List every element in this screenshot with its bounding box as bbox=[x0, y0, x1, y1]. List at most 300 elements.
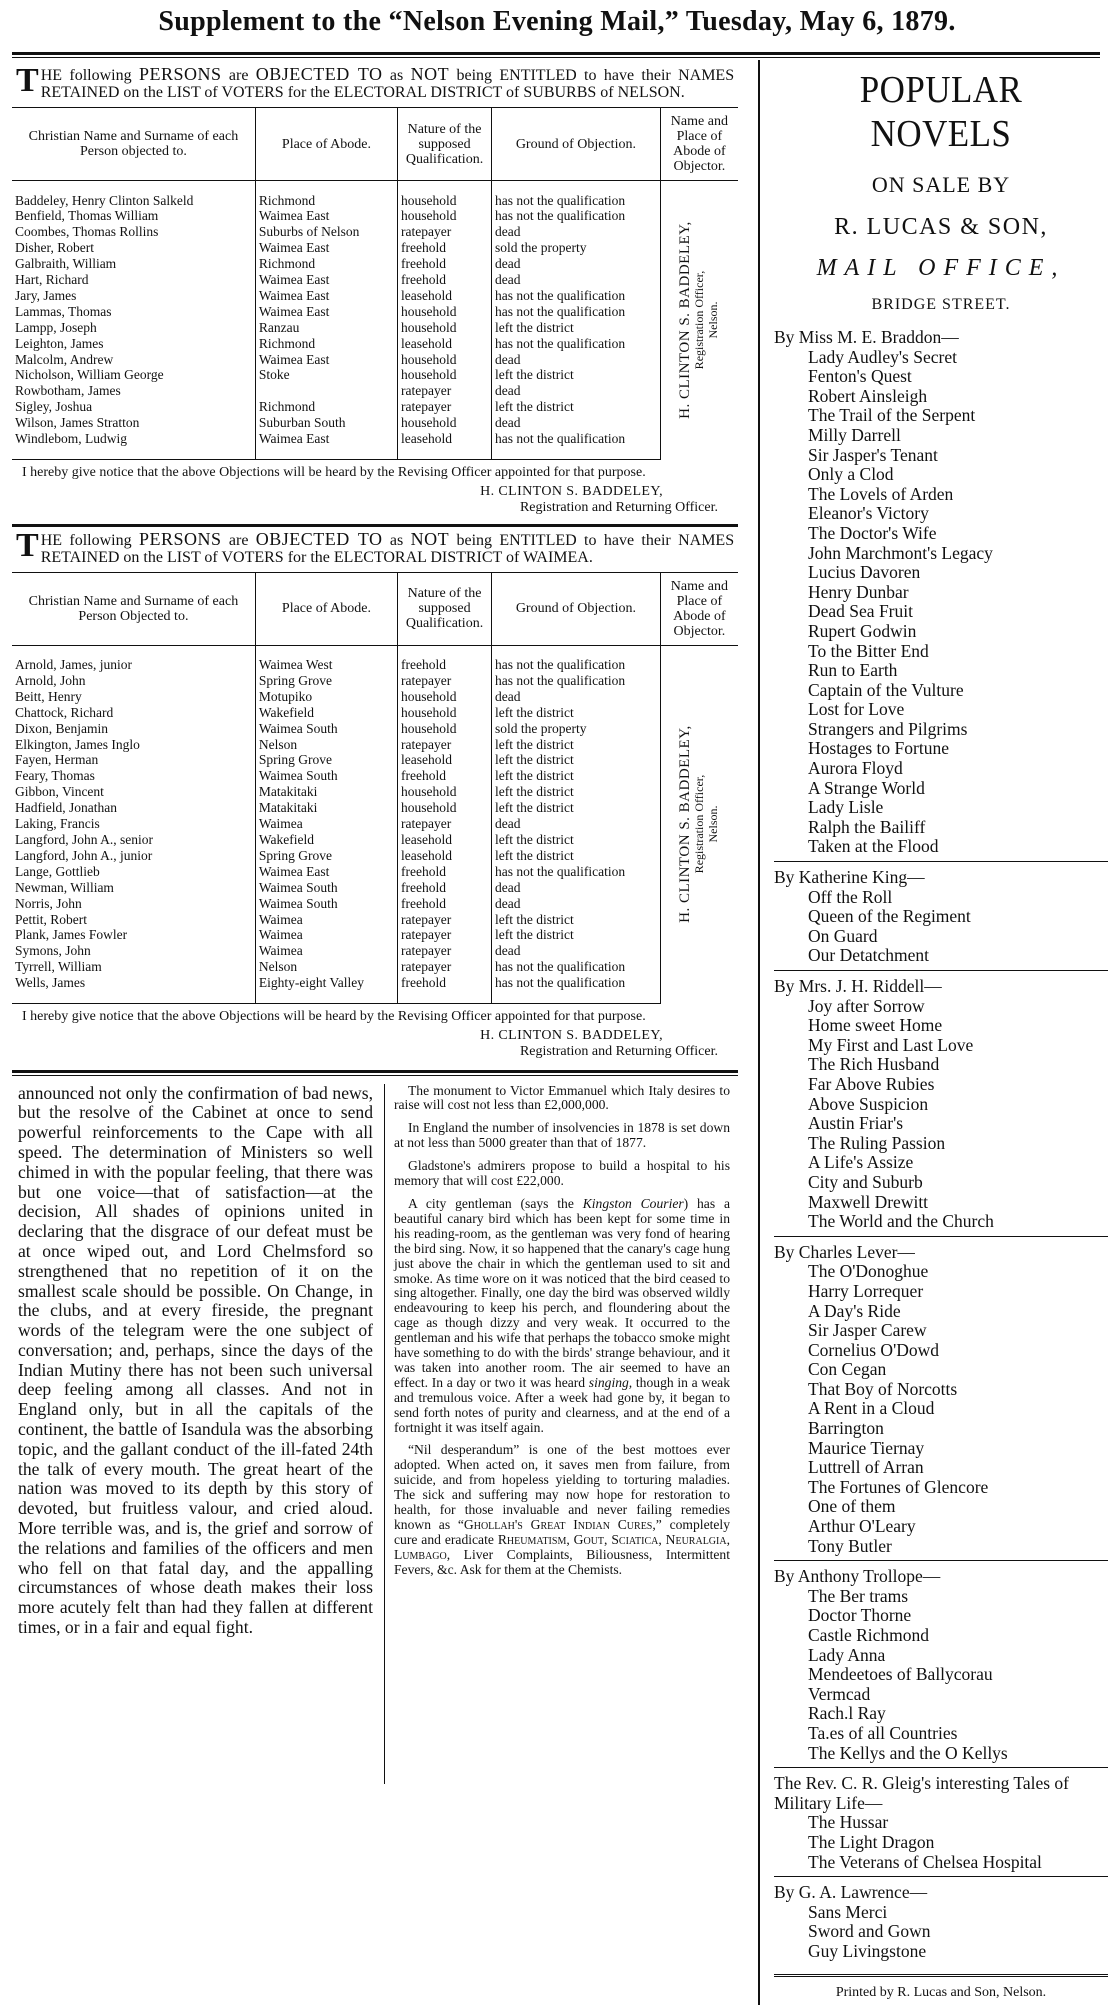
objector-title: Registration Officer, bbox=[692, 270, 707, 370]
col-header-abode: Place of Abode. bbox=[255, 572, 397, 645]
novel-title: Ralph the Bailiff bbox=[808, 816, 926, 837]
novel-title: The Hussar bbox=[808, 1812, 889, 1833]
table-row bbox=[12, 288, 738, 304]
news-item-monument: The monument to Victor Emmanuel which Italy desires to raise will cost not less than £2,000,000. bbox=[394, 1082, 730, 1113]
novel-title: Lucius Davoren bbox=[808, 562, 921, 583]
novel-title: The Trail of the Serpent bbox=[808, 405, 976, 426]
table-row bbox=[12, 880, 738, 896]
title-list bbox=[774, 888, 1108, 966]
novel-title: Sans Merci bbox=[808, 1901, 888, 1922]
novel-title: Run to Earth bbox=[808, 660, 898, 681]
novel-title: On Guard bbox=[808, 925, 878, 946]
ground-of-objection: has not the qualification bbox=[492, 304, 661, 320]
novel-title: Con Cegan bbox=[808, 1359, 887, 1380]
table-row bbox=[12, 737, 738, 753]
author-block bbox=[774, 1236, 1108, 1557]
place-of-abode: Waimea South bbox=[255, 721, 397, 737]
news-paragraphs bbox=[394, 1084, 730, 1586]
place-of-abode: Stoke bbox=[255, 367, 397, 383]
place-of-abode: Motupiko bbox=[255, 689, 397, 705]
ground-of-objection: dead bbox=[492, 415, 661, 431]
voters-table bbox=[12, 107, 738, 460]
table-row bbox=[12, 912, 738, 928]
novel-title: The Lovels of Arden bbox=[808, 483, 954, 504]
place-of-abode: Suburbs of Nelson bbox=[255, 224, 397, 240]
place-of-abode: Waimea East bbox=[255, 304, 397, 320]
signer-name: H. CLINTON S. BADDELEY, bbox=[480, 1027, 663, 1043]
qualification: household bbox=[397, 367, 491, 383]
novel-title: Taken at the Flood bbox=[808, 836, 939, 857]
table-row bbox=[12, 832, 738, 848]
table-row bbox=[12, 943, 738, 959]
notice-lead: THE following PERSONS are OBJECTED TO as NOT being ENTITLED to have their NAMES RETAINED on the LIST of VOTERS for the ELECTORAL DISTRICT of SUBURBS of NELSON. bbox=[16, 62, 735, 101]
voter-name: Rowbotham, James bbox=[15, 383, 121, 399]
voter-name: Baddeley, Henry Clinton Salkeld bbox=[15, 192, 194, 208]
qualification: freehold bbox=[397, 256, 491, 272]
ground-of-objection: has not the qualification bbox=[492, 336, 661, 352]
ground-of-objection: dead bbox=[492, 352, 661, 368]
novel-title: Vermcad bbox=[808, 1683, 871, 1704]
ground-of-objection: left the district bbox=[492, 784, 661, 800]
voter-name: Gibbon, Vincent bbox=[15, 784, 104, 800]
novel-title: The Kellys and the O Kellys bbox=[808, 1742, 1008, 1763]
ground-of-objection: has not the qualification bbox=[492, 657, 661, 673]
voter-name: Galbraith, William bbox=[15, 256, 117, 272]
novel-title: Above Suspicion bbox=[808, 1093, 929, 1114]
novel-title: Our Detatchment bbox=[808, 945, 929, 966]
qualification: ratepayer bbox=[397, 927, 491, 943]
ad-street: BRIDGE STREET. bbox=[871, 296, 1011, 313]
novel-title: Eleanor's Victory bbox=[808, 503, 929, 524]
news-item-insolvencies: In England the number of insolvencies in 1878 is set down at not less than 5000 greater than that of 1877. bbox=[394, 1120, 730, 1151]
novel-title: Tony Butler bbox=[808, 1535, 892, 1556]
qualification: ratepayer bbox=[397, 673, 491, 689]
qualification: freehold bbox=[397, 240, 491, 256]
novel-title: The World and the Church bbox=[808, 1211, 994, 1232]
ground-of-objection: dead bbox=[492, 816, 661, 832]
ground-of-objection: has not the qualification bbox=[492, 288, 661, 304]
objector-place: Nelson. bbox=[706, 301, 721, 339]
ground-of-objection: dead bbox=[492, 689, 661, 705]
ground-of-objection: left the district bbox=[492, 927, 661, 943]
place-of-abode: Wakefield bbox=[255, 832, 397, 848]
signature-block bbox=[12, 1028, 738, 1060]
ground-of-objection: dead bbox=[492, 256, 661, 272]
place-of-abode: Waimea East bbox=[255, 208, 397, 224]
table-row bbox=[12, 224, 738, 240]
novel-title: Lady Anna bbox=[808, 1644, 886, 1665]
ground-of-objection: left the district bbox=[492, 832, 661, 848]
novel-title: Lost for Love bbox=[808, 699, 905, 720]
novel-title: Guy Livingstone bbox=[808, 1940, 927, 1961]
col-header-objector: Name and Place of Abode of Objector. bbox=[660, 108, 738, 181]
qualification: ratepayer bbox=[397, 399, 491, 415]
novel-title: Sir Jasper Carew bbox=[808, 1320, 927, 1341]
voter-name: Fayen, Herman bbox=[15, 752, 99, 768]
novel-title: Sword and Gown bbox=[808, 1921, 931, 1942]
qualification: freehold bbox=[397, 768, 491, 784]
place-of-abode: Waimea East bbox=[255, 352, 397, 368]
novel-title: Milly Darrell bbox=[808, 424, 901, 445]
novel-title: Lady Audley's Secret bbox=[808, 346, 957, 367]
author-block bbox=[774, 861, 1108, 966]
table-row bbox=[12, 689, 738, 705]
novel-title: The Fortunes of Glencore bbox=[808, 1476, 989, 1497]
author-block bbox=[774, 1767, 1108, 1872]
ground-of-objection: sold the property bbox=[492, 240, 661, 256]
voter-name: Lampp, Joseph bbox=[15, 319, 97, 335]
title-list bbox=[774, 1813, 1108, 1872]
novel-title: The Veterans of Chelsea Hospital bbox=[808, 1851, 1042, 1872]
author-block bbox=[774, 328, 1108, 857]
notice-waimea bbox=[12, 527, 738, 1060]
qualification: ratepayer bbox=[397, 383, 491, 399]
novel-title: Rach.l Ray bbox=[808, 1703, 886, 1724]
place-of-abode: Eighty-eight Valley bbox=[255, 975, 397, 991]
author-name: By Anthony Trollope— bbox=[774, 1566, 941, 1587]
qualification: household bbox=[397, 689, 491, 705]
voter-name: Disher, Robert bbox=[15, 240, 94, 256]
ground-of-objection: has not the qualification bbox=[492, 431, 661, 447]
novel-title: Dead Sea Fruit bbox=[808, 601, 913, 622]
section-rule-thin bbox=[12, 1075, 738, 1076]
column-divider bbox=[384, 1084, 385, 1784]
ground-of-objection: left the district bbox=[492, 705, 661, 721]
ground-of-objection: left the district bbox=[492, 800, 661, 816]
news-item-canary: A city gentleman (says the Kingston Courier) has a beautiful canary bird which has been kept for some time in his reading-room, as the gentleman was very fond of hearing the bird sing. Now, it so happened that the canary's cage hung just above the chair in which the gentleman used to sit and smoke. As time wore on it was noticed that the bird ceased to sing altogether. Finally, one day the bird was observed wildly endeavouring to keep his perch, and floundering about the cage as though dizzy and very weak. It occurred to the gentleman and his wife that perhaps the tobacco smoke might have something to do with the birds' strange behaviour, and it was taken into another room. The air seemed to have an effect. In a day or two it was heard singing, though in a weak and tremulous voice. After a week had gone by, it began to send forth notes of purity and clearness, and at the end of a fortnight it was itself again. bbox=[394, 1195, 730, 1435]
table-row bbox=[12, 800, 738, 816]
novel-title: Rupert Godwin bbox=[808, 620, 917, 641]
objector-name: H. CLINTON S. BADDELEY, bbox=[677, 221, 694, 419]
notice-lead: THE following PERSONS are OBJECTED TO as NOT being ENTITLED to have their NAMES RETAINED on the LIST of VOTERS for the ELECTORAL DISTRICT of WAIMEA. bbox=[16, 526, 735, 566]
qualification: household bbox=[397, 415, 491, 431]
table-row bbox=[12, 399, 738, 415]
qualification: household bbox=[397, 208, 491, 224]
table-row bbox=[12, 208, 738, 224]
voter-name: Nicholson, William George bbox=[15, 367, 164, 383]
author-name: By G. A. Lawrence— bbox=[774, 1882, 928, 1903]
novel-title: Fenton's Quest bbox=[808, 366, 912, 387]
news-item-ghollah-advert: “Nil desperandum” is one of the best mottoes ever adopted. When acted on, it saves men from failure, from suicide, and from hopeless yielding to torturing maladies. The sick and suffering may now hope for restoration to health, for those invaluable and never failing remedies known as “Ghollah's Great Indian Cures,” completely cure and eradicate Rheumatism, Gout, Sciatica, Neuralgia, Lumbago, Liver Complaints, Biliousness, Intermittent Fevers, &c. Ask for them at the Chemists. bbox=[394, 1442, 730, 1577]
voter-name: Sigley, Joshua bbox=[15, 399, 93, 415]
table-header-row bbox=[12, 572, 738, 645]
table-row bbox=[12, 304, 738, 320]
novel-title: Arthur O'Leary bbox=[808, 1516, 916, 1537]
voter-name: Wilson, James Stratton bbox=[15, 415, 140, 431]
novel-title: Queen of the Regiment bbox=[808, 906, 971, 927]
masthead-rule-thin bbox=[12, 57, 1100, 58]
page-column-divider bbox=[758, 60, 760, 2005]
novel-title: The Ruling Passion bbox=[808, 1132, 946, 1153]
voters-table bbox=[12, 572, 738, 1004]
col-header-abode: Place of Abode. bbox=[255, 108, 397, 181]
author-block bbox=[774, 1876, 1108, 1961]
novel-title: City and Suburb bbox=[808, 1171, 923, 1192]
voter-name: Langford, John A., junior bbox=[15, 847, 153, 863]
qualification: household bbox=[397, 721, 491, 737]
objector-title: Registration Officer, bbox=[692, 774, 707, 874]
qualification: ratepayer bbox=[397, 959, 491, 975]
table-row bbox=[12, 367, 738, 383]
voter-name: Newman, William bbox=[15, 879, 114, 895]
notice-suburbs-of-nelson bbox=[12, 62, 738, 516]
novel-title: To the Bitter End bbox=[808, 640, 929, 661]
title-list bbox=[774, 1903, 1108, 1962]
novel-title: Strangers and Pilgrims bbox=[808, 718, 968, 739]
place-of-abode: Waimea bbox=[255, 927, 397, 943]
author-name: By Charles Lever— bbox=[774, 1241, 915, 1262]
table-row bbox=[12, 752, 738, 768]
qualification: freehold bbox=[397, 657, 491, 673]
place-of-abode: Nelson bbox=[255, 959, 397, 975]
hearing-notice: I hereby give notice that the above Objections will be heard by the Revising Officer appointed for that purpose. bbox=[22, 1008, 646, 1024]
table-row bbox=[12, 959, 738, 975]
voter-name: Norris, John bbox=[15, 895, 82, 911]
title-list bbox=[774, 1587, 1108, 1763]
place-of-abode: Waimea East bbox=[255, 864, 397, 880]
ground-of-objection: has not the qualification bbox=[492, 208, 661, 224]
author-block bbox=[774, 970, 1108, 1232]
ground-of-objection: has not the qualification bbox=[492, 864, 661, 880]
voter-name: Wells, James bbox=[15, 975, 86, 991]
place-of-abode: Wakefield bbox=[255, 705, 397, 721]
novel-title: Hostages to Fortune bbox=[808, 738, 949, 759]
voter-name: Benfield, Thomas William bbox=[15, 208, 159, 224]
hearing-notice: I hereby give notice that the above Objections will be heard by the Revising Officer appointed for that purpose. bbox=[22, 464, 646, 480]
table-row bbox=[12, 415, 738, 431]
table-row bbox=[12, 657, 738, 673]
qualification: household bbox=[397, 352, 491, 368]
voter-name: Pettit, Robert bbox=[15, 911, 87, 927]
voter-name: Coombes, Thomas Rollins bbox=[15, 224, 159, 240]
novel-title: Harry Lorrequer bbox=[808, 1280, 924, 1301]
qualification: leasehold bbox=[397, 288, 491, 304]
masthead-rule bbox=[12, 52, 1100, 55]
masthead: Supplement to the “Nelson Evening Mail,” Tuesday, May 6, 1879. bbox=[158, 6, 956, 37]
table-row bbox=[12, 240, 738, 256]
title-list bbox=[774, 348, 1108, 857]
qualification: ratepayer bbox=[397, 943, 491, 959]
novel-title: Barrington bbox=[808, 1418, 884, 1439]
qualification: household bbox=[397, 320, 491, 336]
qualification: ratepayer bbox=[397, 816, 491, 832]
qualification: freehold bbox=[397, 272, 491, 288]
novel-title: Lady Lisle bbox=[808, 797, 884, 818]
signer-title: Registration and Returning Officer. bbox=[519, 1043, 718, 1059]
col-header-name: Christian Name and Surname of each Person Objected to. bbox=[12, 572, 255, 645]
novel-title: Home sweet Home bbox=[808, 1015, 943, 1036]
news-columns bbox=[12, 1084, 738, 1794]
ground-of-objection: dead bbox=[492, 896, 661, 912]
qualification: leasehold bbox=[397, 752, 491, 768]
novel-title: Far Above Rubies bbox=[808, 1073, 935, 1094]
voter-name: Dixon, Benjamin bbox=[15, 720, 108, 736]
news-item-hospital: Gladstone's admirers propose to build a hospital to his memory that will cost £22,000. bbox=[394, 1158, 730, 1189]
signer-name: H. CLINTON S. BADDELEY, bbox=[480, 483, 663, 499]
printer-credit: Printed by R. Lucas and Son, Nelson. bbox=[774, 1974, 1108, 2001]
table-row bbox=[12, 336, 738, 352]
table-row bbox=[12, 673, 738, 689]
novel-title: Robert Ainsleigh bbox=[808, 385, 928, 406]
qualification: leasehold bbox=[397, 832, 491, 848]
col-header-ground: Ground of Objection. bbox=[492, 572, 661, 645]
table-row bbox=[12, 705, 738, 721]
table-row bbox=[12, 975, 738, 991]
place-of-abode: Richmond bbox=[255, 336, 397, 352]
objector-place: Nelson. bbox=[706, 805, 721, 843]
news-article-isandula: announced not only the confirmation of bad news, but the resolve of the Cabinet at once to send powerful reinforcements to the Cape with all speed. The determination of Ministers so well chimed in with the popular feeling, that there was but one voice—that of satisfaction—at the decision, All shades of opinions united in declaring that the disgrace of our defeat must be at once wiped out, and Lord Chelmsford so strengthened that no repetition of it on the smallest scale should be possible. On Change, in the clubs, and at every fireside, the pregnant words of the telegram were the one subject of conversation; and, perhaps, since the days of the Indian Mutiny there has not been such universal deep feeling among all classes. And not in England only, but in all the capitals of the continent, the battle of Isandula was the absorbing topic, and the gallant conduct of the ill-fated 24th the talk of every mouth. The great heart of the nation was moved to its depth by this story of devoted, but fruitless valour, and cried aloud. More terrible was, and is, the grief and sorrow of the relations and families of the officers and men who fell on that fatal day, and the appalling circumstances of whose death makes their loss more acutely felt than had they fallen at different times, or in a fair and equal fight. bbox=[18, 1082, 373, 1638]
novel-title: Cornelius O'Dowd bbox=[808, 1339, 939, 1360]
novel-title: Austin Friar's bbox=[808, 1113, 904, 1134]
voter-name: Hart, Richard bbox=[15, 272, 89, 288]
ground-of-objection: left the district bbox=[492, 399, 661, 415]
novel-title: The Ber trams bbox=[808, 1585, 909, 1606]
qualification: ratepayer bbox=[397, 912, 491, 928]
place-of-abode: Waimea bbox=[255, 943, 397, 959]
table-row bbox=[12, 256, 738, 272]
place-of-abode: Spring Grove bbox=[255, 673, 397, 689]
place-of-abode bbox=[255, 383, 397, 399]
ground-of-objection: left the district bbox=[492, 367, 661, 383]
voter-name: Lammas, Thomas bbox=[15, 303, 112, 319]
ground-of-objection: dead bbox=[492, 943, 661, 959]
ground-of-objection: dead bbox=[492, 880, 661, 896]
qualification: ratepayer bbox=[397, 224, 491, 240]
voter-name: Plank, James Fowler bbox=[15, 927, 128, 943]
place-of-abode: Richmond bbox=[255, 193, 397, 209]
table-row bbox=[12, 383, 738, 399]
ground-of-objection: dead bbox=[492, 383, 661, 399]
novel-title: The Doctor's Wife bbox=[808, 522, 937, 543]
col-header-objector: Name and Place of Abode of Objector. bbox=[660, 572, 738, 645]
place-of-abode: Waimea West bbox=[255, 657, 397, 673]
voter-name: Elkington, James Inglo bbox=[15, 736, 140, 752]
novel-title: Ta.es of all Countries bbox=[808, 1722, 958, 1743]
novel-title: Joy after Sorrow bbox=[808, 995, 925, 1016]
ad-publisher: R. LUCAS & SON, bbox=[834, 214, 1048, 240]
voter-name: Hadfield, Jonathan bbox=[15, 800, 117, 816]
title-list bbox=[774, 997, 1108, 1232]
novel-title: My First and Last Love bbox=[808, 1034, 974, 1055]
voter-name: Jary, James bbox=[15, 287, 77, 303]
place-of-abode: Suburban South bbox=[255, 415, 397, 431]
ground-of-objection: left the district bbox=[492, 848, 661, 864]
voter-name: Feary, Thomas bbox=[15, 768, 95, 784]
novel-title: Aurora Floyd bbox=[808, 758, 903, 779]
voter-name: Leighton, James bbox=[15, 335, 104, 351]
novels-advertisement bbox=[774, 62, 1108, 2001]
novel-title: Off the Roll bbox=[808, 886, 893, 907]
voter-name: Windlebom, Ludwig bbox=[15, 431, 127, 447]
left-column bbox=[12, 62, 738, 1794]
novel-title: A Life's Assize bbox=[808, 1152, 914, 1173]
novel-title: Captain of the Vulture bbox=[808, 679, 964, 700]
table-row bbox=[12, 721, 738, 737]
voter-name: Langford, John A., senior bbox=[15, 831, 153, 847]
place-of-abode: Waimea South bbox=[255, 768, 397, 784]
voter-name: Malcolm, Andrew bbox=[15, 351, 114, 367]
author-name: By Mrs. J. H. Riddell— bbox=[774, 976, 942, 996]
col-header-qualification: Nature of the supposed Qualification. bbox=[397, 108, 491, 181]
ground-of-objection: has not the qualification bbox=[492, 193, 661, 209]
author-name: The Rev. C. R. Gleig's interesting Tales of Military Life— bbox=[774, 1773, 1070, 1813]
place-of-abode: Waimea South bbox=[255, 896, 397, 912]
qualification: ratepayer bbox=[397, 737, 491, 753]
table-row bbox=[12, 927, 738, 943]
place-of-abode: Spring Grove bbox=[255, 848, 397, 864]
author-name: By Miss M. E. Braddon— bbox=[774, 327, 959, 347]
novel-title: A Rent in a Cloud bbox=[808, 1398, 935, 1419]
table-row bbox=[12, 784, 738, 800]
title-list bbox=[774, 1262, 1108, 1556]
voter-name: Laking, Francis bbox=[15, 816, 100, 832]
qualification: leasehold bbox=[397, 848, 491, 864]
place-of-abode: Ranzau bbox=[255, 320, 397, 336]
signature-block bbox=[12, 484, 738, 516]
place-of-abode: Waimea East bbox=[255, 240, 397, 256]
novel-title: One of them bbox=[808, 1496, 896, 1517]
ground-of-objection: left the district bbox=[492, 320, 661, 336]
place-of-abode: Richmond bbox=[255, 256, 397, 272]
col-header-qualification: Nature of the supposed Qualification. bbox=[397, 572, 491, 645]
voter-name: Tyrrell, William bbox=[15, 959, 102, 975]
col-header-ground: Ground of Objection. bbox=[492, 108, 661, 181]
table-row bbox=[12, 272, 738, 288]
place-of-abode: Waimea East bbox=[255, 431, 397, 447]
novel-title: Doctor Thorne bbox=[808, 1605, 912, 1626]
qualification: freehold bbox=[397, 975, 491, 991]
novel-title: Henry Dunbar bbox=[808, 581, 909, 602]
novel-title: A Strange World bbox=[808, 777, 925, 798]
voter-name: Lange, Gottlieb bbox=[15, 863, 100, 879]
qualification: household bbox=[397, 784, 491, 800]
novel-title: A Day's Ride bbox=[808, 1300, 901, 1321]
objector-name: H. CLINTON S. BADDELEY, bbox=[677, 725, 694, 924]
signer-title: Registration and Returning Officer. bbox=[519, 499, 718, 515]
place-of-abode: Matakitaki bbox=[255, 800, 397, 816]
novel-title: Castle Richmond bbox=[808, 1625, 930, 1645]
ad-office: MAIL OFFICE, bbox=[816, 255, 1066, 281]
novel-title: The Light Dragon bbox=[808, 1831, 935, 1852]
ad-title: POPULAR NOVELS bbox=[859, 69, 1023, 155]
place-of-abode: Spring Grove bbox=[255, 752, 397, 768]
qualification: household bbox=[397, 193, 491, 209]
qualification: freehold bbox=[397, 880, 491, 896]
ground-of-objection: left the district bbox=[492, 768, 661, 784]
qualification: freehold bbox=[397, 864, 491, 880]
table-row bbox=[12, 848, 738, 864]
novel-title: The O'Donoghue bbox=[808, 1261, 929, 1282]
place-of-abode: Waimea East bbox=[255, 288, 397, 304]
table-row bbox=[12, 896, 738, 912]
table-row bbox=[12, 431, 738, 447]
ground-of-objection: has not the qualification bbox=[492, 975, 661, 991]
qualification: household bbox=[397, 800, 491, 816]
table-row bbox=[12, 320, 738, 336]
ground-of-objection: sold the property bbox=[492, 721, 661, 737]
table-row bbox=[12, 864, 738, 880]
voter-name: Arnold, John bbox=[15, 672, 86, 688]
place-of-abode: Waimea bbox=[255, 912, 397, 928]
ground-of-objection: dead bbox=[492, 272, 661, 288]
novel-title: The Rich Husband bbox=[808, 1054, 940, 1075]
qualification: leasehold bbox=[397, 336, 491, 352]
novel-title: Luttrell of Arran bbox=[808, 1457, 924, 1478]
table-row bbox=[12, 768, 738, 784]
place-of-abode: Matakitaki bbox=[255, 784, 397, 800]
ground-of-objection: left the district bbox=[492, 912, 661, 928]
novel-title: Sir Jasper's Tenant bbox=[808, 444, 938, 465]
